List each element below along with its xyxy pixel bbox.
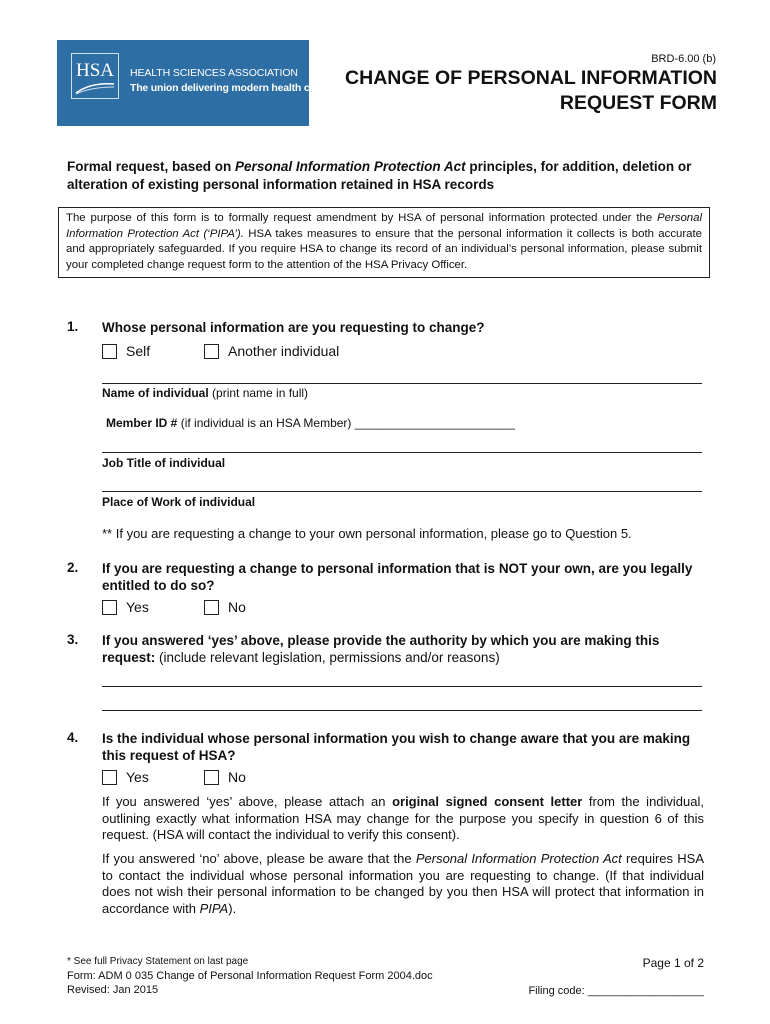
- q2-no-checkbox[interactable]: [204, 599, 246, 615]
- q4-no-instructions: [102, 851, 704, 917]
- checkbox-square[interactable]: [102, 770, 117, 785]
- q1-note: ** If you are requesting a change to your own personal information, please go to Question 5.: [102, 526, 632, 541]
- q4-number: 4.: [67, 730, 79, 745]
- q2-number: 2.: [67, 560, 79, 575]
- member-id-hint: (if individual is an HSA Member) ________________________: [177, 416, 515, 430]
- q4-no-p1: If you answered ‘no’ above, please be aware that the: [102, 851, 416, 866]
- intro-part1: Formal request, based on: [67, 159, 236, 174]
- q4-yes-p1: If you answered ‘yes’ above, please attach an: [102, 794, 393, 809]
- purpose-box: [58, 207, 710, 278]
- form-title-line1: CHANGE OF PERSONAL INFORMATION: [345, 67, 717, 89]
- form-title: [297, 66, 717, 116]
- filing-code: Filing code: ___________________: [528, 985, 704, 997]
- q2-text: [102, 560, 707, 594]
- q2-yes-label: Yes: [126, 599, 149, 615]
- q3-answer-line-1[interactable]: [102, 686, 702, 687]
- logo-org-name: HEALTH SCIENCES ASSOCIATION: [130, 67, 298, 79]
- hsa-logo: [57, 40, 325, 126]
- q3-answer-line-2[interactable]: [102, 710, 702, 711]
- name-hint: (print name in full): [208, 386, 309, 400]
- q1-self-checkbox[interactable]: [102, 343, 150, 359]
- q3-text: [102, 632, 707, 666]
- place-of-work-label-bold: Place of Work of individual: [102, 495, 256, 509]
- place-of-work-label: [102, 495, 255, 509]
- q4-question: Is the individual whose personal information you wish to change aware that you are making this request of HSA?: [102, 731, 691, 763]
- q4-no-p2: requires HSA to contact the individual whose personal information you are requesting to change. (If that individual does not wish their personal information to be changed by you then HSA will protect that information in accordance with: [102, 851, 705, 916]
- q4-yes-p2: from the individual, outlining exactly what information HSA may change for the purpose you specify in question 6 of this request. (HSA will contact the individual to verify this consent).: [102, 794, 704, 842]
- q1-self-label: Self: [126, 343, 151, 359]
- q3-number: 3.: [67, 632, 79, 647]
- q4-no-checkbox[interactable]: [204, 769, 246, 785]
- q1-other-label: Another individual: [228, 343, 340, 359]
- q4-yes-checkbox[interactable]: [102, 769, 149, 785]
- intro-statement: [67, 158, 712, 194]
- checkbox-square[interactable]: [102, 344, 117, 359]
- intro-act: Personal Information Protection Act: [235, 159, 466, 174]
- q1-other-checkbox[interactable]: [204, 343, 339, 359]
- logo-swoosh-icon: [75, 81, 115, 95]
- q4-text: [102, 730, 707, 764]
- form-identifier: Form: ADM 0 035 Change of Personal Information Request Form 2004.doc: [67, 970, 433, 982]
- document-reference: BRD-6.00 (b): [651, 53, 716, 65]
- q4-yes-instructions: [102, 794, 704, 844]
- member-id-label: Member ID #: [106, 416, 178, 430]
- hsa-logo-mark: [71, 53, 119, 99]
- member-id-field[interactable]: [106, 416, 515, 430]
- q2-yes-checkbox[interactable]: [102, 599, 149, 615]
- q2-question: If you are requesting a change to personal information that is NOT your own, are you legally entitled to do so?: [102, 561, 693, 593]
- q3-question: If you answered ‘yes’ above, please provide the authority by which you are making this request:: [102, 633, 660, 665]
- revised-date: Revised: Jan 2015: [67, 984, 159, 996]
- logo-tagline: The union delivering modern health care: [130, 82, 325, 94]
- q3-hint: (include relevant legislation, permissions and/or reasons): [155, 650, 500, 665]
- purpose-act: Personal Information Protection Act (‘PIPA’).: [66, 212, 702, 240]
- job-title-input-line[interactable]: [102, 452, 702, 453]
- q1-text: [102, 319, 707, 336]
- q4-no-p3: ).: [228, 900, 237, 916]
- q4-no-act: Personal Information Protection Act: [415, 851, 622, 866]
- q1-number: 1.: [67, 319, 79, 334]
- checkbox-square[interactable]: [204, 344, 219, 359]
- form-title-line2: REQUEST FORM: [559, 92, 717, 114]
- privacy-note: * See full Privacy Statement on last page: [67, 956, 249, 967]
- purpose-part1: The purpose of this form is to formally request amendment by HSA of personal information protected under the: [66, 212, 658, 224]
- name-input-line[interactable]: [102, 383, 702, 384]
- q1-question: Whose personal information are you requesting to change?: [102, 320, 485, 335]
- page-number: Page 1 of 2: [642, 956, 704, 970]
- place-of-work-input-line[interactable]: [102, 491, 702, 492]
- q4-no-pipa: PIPA: [199, 900, 229, 916]
- name-label: [102, 386, 308, 400]
- purpose-part2: HSA takes measures to ensure that the personal information it collects is both accurate and appropriately safeguarded. If you require HSA to change its record of an individual’s personal information, please submit your completed change request form to the attention of the HSA Privacy Officer.: [66, 227, 702, 271]
- q4-no-label: No: [228, 769, 246, 785]
- checkbox-square[interactable]: [204, 600, 219, 615]
- name-label-bold: Name of individual: [102, 386, 209, 400]
- q4-yes-label: Yes: [126, 769, 149, 785]
- checkbox-square[interactable]: [102, 600, 117, 615]
- job-title-label: [102, 456, 225, 470]
- logo-mark-text: HSA: [75, 60, 114, 81]
- job-title-label-bold: Job Title of individual: [102, 456, 226, 470]
- q2-no-label: No: [228, 599, 246, 615]
- checkbox-square[interactable]: [204, 770, 219, 785]
- q4-yes-bold: original signed consent letter: [392, 794, 583, 809]
- intro-part2: principles, for addition, deletion or alteration of existing personal information retained in HSA records: [67, 159, 692, 192]
